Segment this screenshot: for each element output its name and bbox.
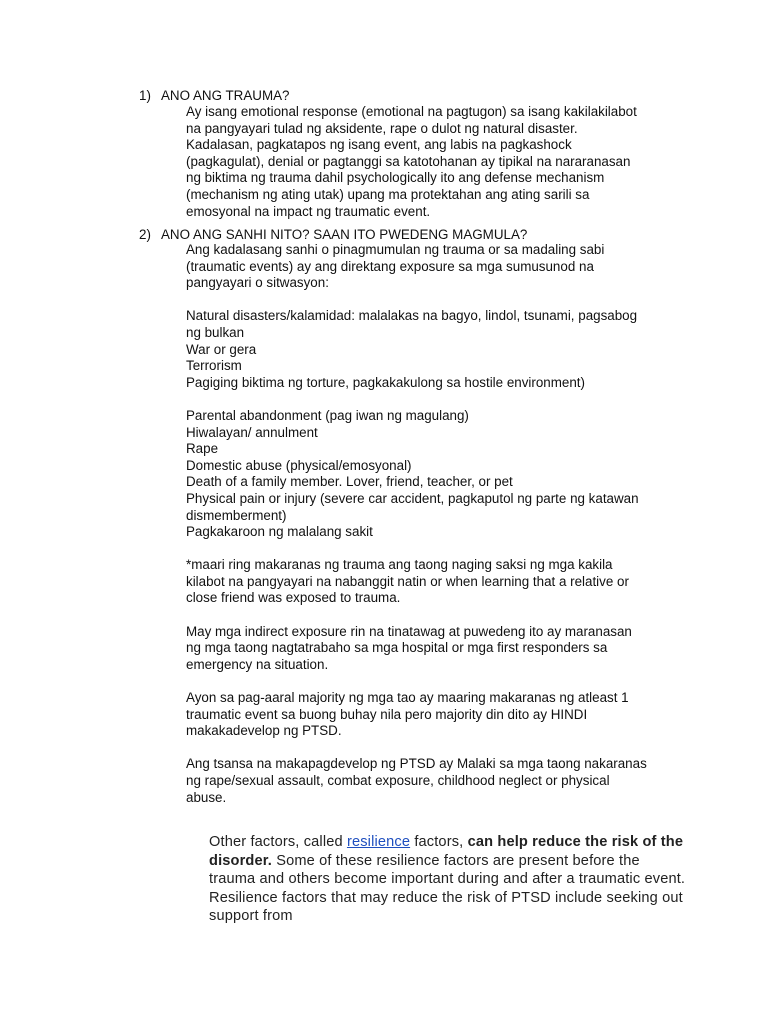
- paragraph-line: May mga indirect exposure rin na tinatawag at puwedeng ito ay maranasan: [186, 623, 632, 639]
- list-item: ng bulkan: [186, 324, 245, 340]
- question-1-title: ANO ANG TRAUMA?: [161, 88, 290, 103]
- list-item: Physical pain or injury (severe car accident, pagkaputol ng parte ng katawan: [186, 490, 639, 506]
- resilience-link[interactable]: resilience: [346, 834, 411, 850]
- answer-line: (pagkagulat), denial or pagtanggi sa katotohanan ay tipikal na nararanasan: [186, 153, 631, 169]
- list-item: War or gera: [186, 341, 257, 357]
- answer-line: Ay isang emotional response (emotional na pagtugon) sa isang kakilakilabot: [186, 104, 637, 119]
- list-item: dismemberment): [186, 507, 287, 523]
- quote-bold-text: can help reduce the risk of the disorder.: [209, 834, 684, 869]
- list-item: Pagkakaroon ng malalang sakit: [186, 524, 373, 540]
- list-item: Parental abandonment (pag iwan ng magulang): [186, 407, 469, 423]
- paragraph-line: abuse.: [186, 789, 227, 805]
- answer-line: emosyonal na impact ng traumatic event.: [186, 203, 431, 219]
- answer-line: Kadalasan, pagkatapos ng isang event, ang labis na pagkashock: [186, 137, 572, 153]
- paragraph-line: kilabot na pangyayari na nabanggit natin or when learning that a relative or: [186, 573, 629, 589]
- paragraph-line: ng mga taong nagtatrabaho sa mga hospital or mga first responders sa: [186, 640, 608, 656]
- list-item: Terrorism: [186, 358, 242, 374]
- quote-text-mid: factors,: [410, 834, 468, 850]
- intro-line: Ang kadalasang sanhi o pinagmumulan ng trauma or sa madaling sabi: [186, 242, 605, 257]
- question-1-number: 1): [139, 88, 151, 103]
- quote-text-post: Some of these resilience factors are present before the trauma and others become important during and after a traumatic event. Resilience factors that may reduce the risk of PTSD include seeking out support from: [209, 852, 686, 924]
- quote-text-pre: Other factors, called: [209, 834, 347, 850]
- paragraph-line: traumatic event sa buong buhay nila pero majority din dito ay HINDI: [186, 706, 588, 722]
- answer-line: ng biktima ng trauma dahil psychologically ito ang defense mechanism: [186, 170, 605, 186]
- list-item: Death of a family member. Lover, friend, teacher, or pet: [186, 474, 513, 490]
- intro-line: pangyayari o sitwasyon:: [186, 275, 329, 291]
- list-item: Domestic abuse (physical/emosyonal): [186, 457, 412, 473]
- question-2-answer: [186, 242, 686, 806]
- question-2-number: 2): [139, 227, 151, 242]
- paragraph-line: makakadevelop ng PTSD.: [186, 723, 342, 739]
- paragraph-line: Ayon sa pag-aaral majority ng mga tao ay maaring makaranas ng atleast 1: [186, 690, 629, 706]
- paragraph-line: ng rape/sexual assault, combat exposure, childhood neglect or physical: [186, 773, 610, 788]
- question-1-answer: [186, 104, 686, 220]
- list-item: Natural disasters/kalamidad: malalakas na bagyo, lindol, tsunami, pagsabog: [186, 308, 638, 324]
- paragraph-line: emergency na situation.: [186, 656, 329, 672]
- question-2-title: ANO ANG SANHI NITO? SAAN ITO PWEDENG MAGMULA?: [161, 227, 528, 242]
- question-1-heading: [139, 88, 289, 105]
- answer-line: na pangyayari tulad ng aksidente, rape o dulot ng natural disaster.: [186, 120, 578, 136]
- paragraph-line: Ang tsansa na makapagdevelop ng PTSD ay Malaki sa mga taong nakaranas: [186, 756, 647, 772]
- paragraph-line: close friend was exposed to trauma.: [186, 590, 401, 606]
- resilience-quote: [209, 833, 689, 926]
- list-item: Hiwalayan/ annulment: [186, 424, 318, 440]
- list-item: Pagiging biktima ng torture, pagkakakulong sa hostile environment): [186, 374, 585, 390]
- answer-line: (mechanism ng ating utak) upang ma protektahan ang ating sarili sa: [186, 186, 590, 202]
- intro-line: (traumatic events) ay ang direktang exposure sa mga sumusunod na: [186, 258, 594, 274]
- paragraph-line: *maari ring makaranas ng trauma ang taong naging saksi ng mga kakila: [186, 557, 613, 573]
- list-item: Rape: [186, 441, 219, 457]
